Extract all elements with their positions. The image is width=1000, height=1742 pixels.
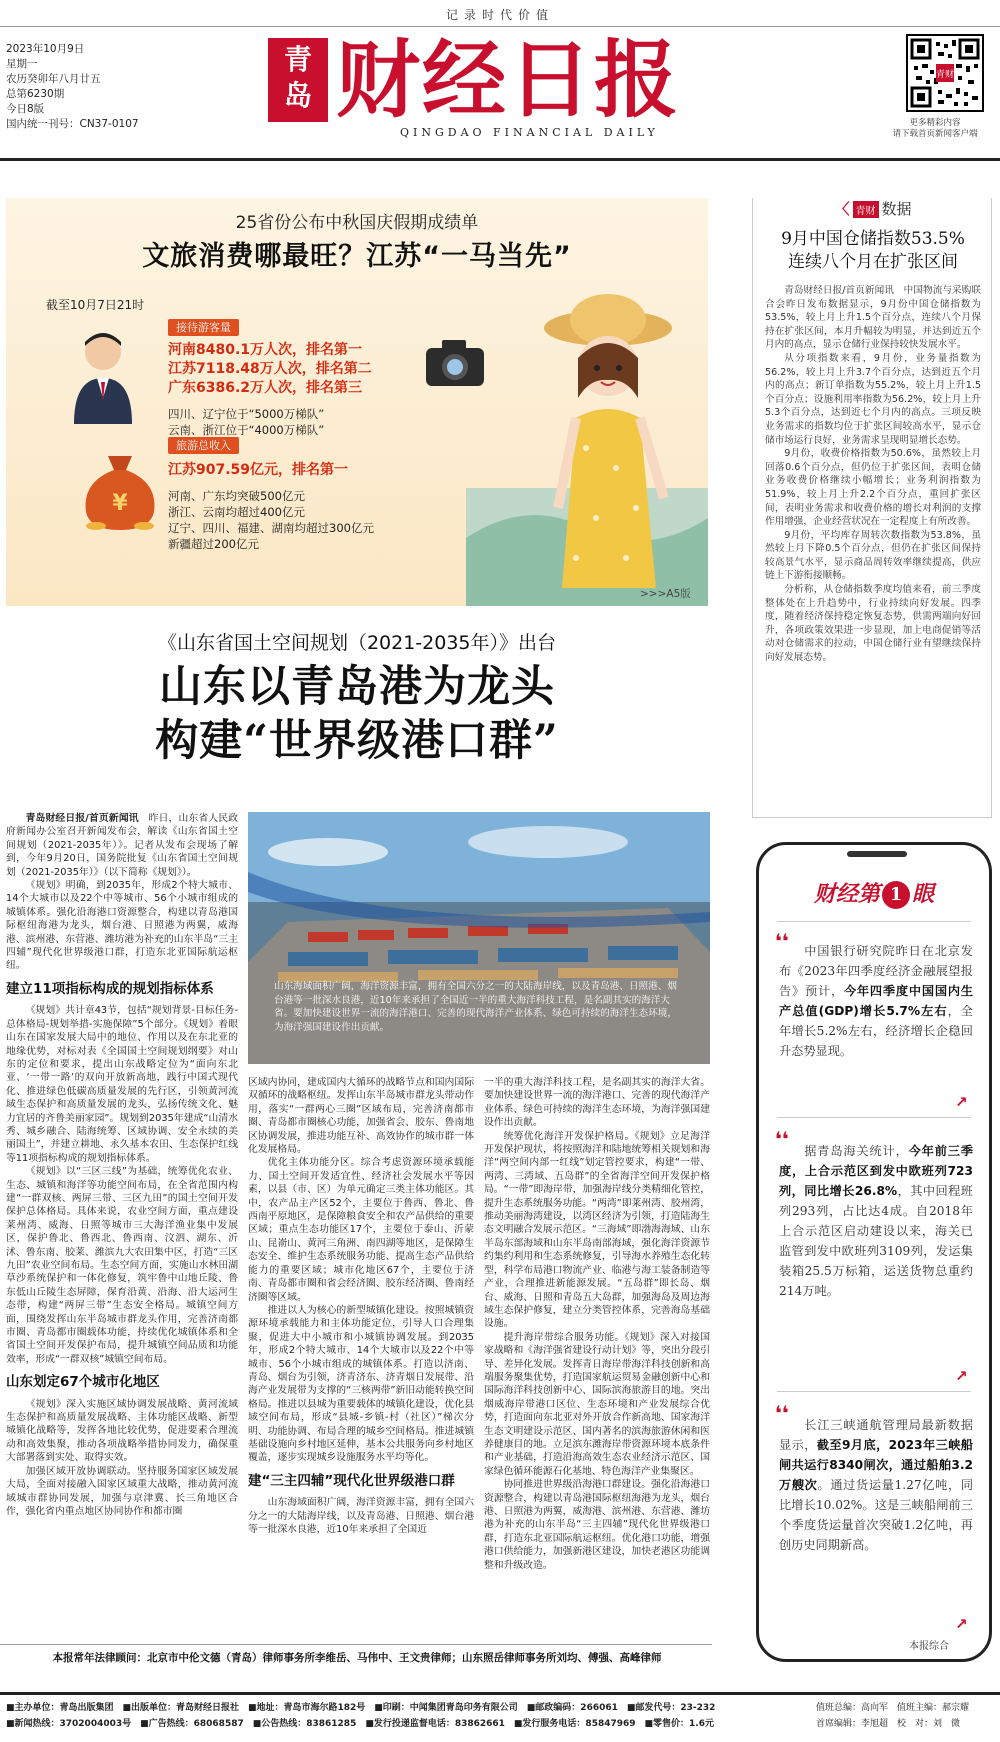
phone-divider <box>777 1391 971 1392</box>
qr-code-icon[interactable] <box>906 34 984 112</box>
news-item-1-tail: ，全年增长5.2%左右，经济增长企稳回升态势显现。 <box>779 1004 973 1058</box>
issue-pages: 今日8版 <box>6 103 45 115</box>
article-dateline: 青岛财经日报/首页新闻讯 <box>25 813 139 824</box>
issue-info <box>6 42 139 132</box>
article-kicker: 《山东省国土空间规划（2021-2035年）》出台 <box>157 632 557 654</box>
news-item-1-highlight: 今年四季度中国国内生产总值(GDP)增长5.7%左右 <box>779 984 974 1018</box>
news-item-2-tail: ，其中回程班列293列，占比达4成。自2018年上合示范区启动建设以来，海关已监管到发中欧班列3109列，发运集装箱25.5万标箱，运送货物总重约214万吨。 <box>779 1184 973 1298</box>
article-subhead: 建立11项指标构成的规划指标体系 <box>6 980 214 997</box>
news-item-3[interactable] <box>779 1415 973 1555</box>
news-item-2-text: 据青岛海关统计， <box>803 1144 909 1158</box>
data-column <box>752 198 992 818</box>
article-paragraph: 《规划》共计章43节，包括“规划背景-目标任务-总体格局-规划举措-实施保障”5个部分。《规划》着眼山东在国家发展大局中的地位、作用以及在东北亚的地缘优势，对标对表《全国国土空间规划纲要》对山东的定位和要求，提出山东战略定位为“面向东北亚、‘一带一路’的双向开放新高地，践行中国式现代化、推进绿色低碳高质量发展的先行区，引领黄河流域生态保护和高质量发展的龙头，弘扬传统文化、魅力宜居的齐鲁美丽家园”。规划到2035年建成“山清水秀、城乡融合、陆海统筹、区域协调、安全永续的美丽国土”，并建立耕地、永久基本农田、生态保护红线等11项指标构成的规划指标体系。 <box>6 1005 238 1164</box>
income-line-4: 新疆超过200亿元 <box>168 537 259 551</box>
footer-line-1: ■主办单位：青岛出版集团 ■出版单位：青岛财经日报社 ■地址：青岛市海尔路182号 ■印刷：中闻集团青岛印务有限公司 ■邮政编码：266061 ■邮发代号：23-232 <box>6 1703 716 1713</box>
data-article-body <box>765 284 981 665</box>
article-paragraph: 加强区域开放协调联动。坚持服务国家区域发展大局，全面对接融入国家区域重大战略，推动黄河流域城市群协同发展，加强与京津冀、长三角地区合作，强化省内重点地区协同协作和都市圈 <box>6 1465 238 1517</box>
svg-text:青财: 青财 <box>935 70 955 80</box>
footer-editors-1: 值班总编：高向军 值班主编：郝宗耀 <box>816 1703 970 1713</box>
legal-advisers: 本报常年法律顾问：北京市中伦文德（青岛）律师事务所李维岳、马伟中、王文贵律师；山东照岳律师事务所刘均、傅强、高峰律师 <box>52 1652 662 1664</box>
data-paragraph: 从分项指数来看，9月份，业务量指数为56.2%，较上月上升3.7个百分点，达到近五个月内的高点；新订单指数为55.2%，较上月上升1.5个百分点；设施利用率指数为56.2%，较上月上升5.3个百分点，达到近七个月内的高点。三项反映业务需求的指数均位于扩张区间较高水平，显示仓储市场运行良好，业务需求呈现明显增长态势。 <box>765 352 981 446</box>
banner-deadline: 截至10月7日21时 <box>46 298 145 312</box>
data-paragraph: 分析称，从仓储指数季度均值来看，前三季度整体处在上升趋势中，行业持续向好发展。四季度，随着经济保持稳定恢复态势，供需两端向好回升，各项政策效果进一步显现，加上电商促销等活动对仓储需求的拉动，中国仓储行业有望继续保持向好发展态势。 <box>765 584 981 664</box>
income-block <box>168 434 374 552</box>
article-subhead: 山东划定67个城市化地区 <box>6 1374 160 1391</box>
issue-date: 2023年10月9日 <box>6 43 85 55</box>
news-item-2-highlight: 今年前三季度，上合示范区到发中欧班列723列，同比增长26.8% <box>779 1144 973 1198</box>
photo-caption: 山东海域面积广阔，海洋资源丰富，拥有全国六分之一的大陆海岸线，以及青岛港、日照港、烟台港等一批深水良港，近10年来承担了全国近一半的重大海洋科技工程，是名副其实的海洋大省。要加快建设世界一流的海洋港口、完善的现代海洋产业体系、绿色可持续的海洋生态环境，为海洋强国建设作出贡献。 <box>274 981 677 1033</box>
visitors-tag: 接待游客量 <box>168 319 239 336</box>
banner-title: 文旅消费哪最旺？江苏“一马当先” <box>142 241 572 272</box>
article-column-2 <box>248 1076 474 1536</box>
masthead-city-text: 青岛 <box>283 43 312 112</box>
quote-icon: ❛❛ <box>775 929 789 953</box>
finance-first-eye-card <box>756 842 992 1662</box>
tourism-banner[interactable] <box>6 198 708 606</box>
visitors-rank-1: 河南8480.1万人次，排名第一 <box>168 342 363 358</box>
visitors-tier-1: 四川、辽宁位于“5000万梯队” <box>168 407 325 421</box>
law-rule <box>0 1644 712 1645</box>
camera-icon <box>424 338 486 388</box>
chevron-left-icon: 〈 <box>834 200 850 218</box>
masthead-title: 财经日报 <box>336 30 681 129</box>
article-paragraph: 优化主体功能分区。综合考虑资源环境承载能力、国土空间开发适宜性、经济社会发展水平等因素，以县（市、区）为单元确定三类主体功能区。其中，农产品主产区52个，主要位于鲁西、鲁北、鲁西南平原地区，是保障粮食安全和农产品供给的重要区域；重点生态功能区17个，主要位于泰山、沂蒙山、昆嵛山、黄河三角洲、南四湖等地区，是保障生态安全、维护生态系统服务功能、提高生态产品供给能力的重要区域；城市化地区67个，主要位于济南、青岛都市圈和省会经济圈、胶东经济圈、鲁南经济圈等区域。 <box>248 1157 474 1303</box>
article-headline[interactable]: 山东以青岛港为龙头 构建“世界级港口群” <box>155 662 559 766</box>
article-paragraph: 区域内协同，建成国内大循环的战略节点和国内国际双循环的战略枢纽。发挥山东半岛城市群龙头带动作用，落实“一群两心三圈”区域布局，完善济南都市圈、青岛都市圈核心功能，加强省会、胶东、鲁南地区协调发展，推进功能互补、高效协作的城市群一体化发展格局。 <box>248 1077 474 1156</box>
banner-see-more-link[interactable]: >>>A5版 <box>640 588 691 600</box>
trend-up-icon: ↗ <box>955 1367 968 1385</box>
masthead-city <box>268 38 328 122</box>
news-item-3-tail: 。通过货运量1.27亿吨，同比增长10.02%。这是三峡船闸前三个季度货运量首次突破1.2亿吨，再创历史同期新高。 <box>779 1478 974 1552</box>
article-paragraph: 山东海域面积广阔，海洋资源丰富，拥有全国六分之一的大陆海岸线，以及青岛港、日照港、烟台港等一批深水良港，近10年来承担了全国近 <box>248 1497 474 1535</box>
data-column-label: 数据 <box>881 200 912 218</box>
income-line-3: 辽宁、四川、福建、湖南均超过300亿元 <box>168 521 374 535</box>
trend-up-icon: ↗ <box>955 1615 968 1633</box>
article-paragraph: 提升海岸带综合服务功能。《规划》深入对接国家战略和《海洋强省建设行动计划》等，突出分段引导、差异化发展。发挥青日海岸带海洋科技创新和高端服务聚集优势，打造国家航运贸易金融创新中心和国际海洋科技创新中心、国际滨海旅游目的地。突出烟威海岸带港口区位、生态环境和产业发展综合优势，打造面向东北亚对外开放合作新高地、国家海洋生态文明建设示范区、国内著名的滨海旅游休闲和医养健康目的地。立足滨东潍海岸带资源环境本底条件和产业基础，打造沿海高效生态农业经济示范区、国家绿色循环能源石化基地、特色海洋产业集聚区。 <box>484 1331 710 1477</box>
news-item-2[interactable] <box>779 1141 973 1301</box>
masthead-slogan: 记录时代价值 <box>445 8 554 22</box>
phone-divider <box>777 1117 971 1118</box>
footer-info <box>6 1700 806 1732</box>
article-column-3 <box>484 1076 710 1572</box>
income-line-1: 河南、广东均突破500亿元 <box>168 489 305 503</box>
masthead-english: QINGDAO FINANCIAL DAILY <box>400 126 659 139</box>
article-paragraph: 《规划》以“三区三线”为基础，统筹优化农业、生态、城镇和海洋等功能空间布局，在全省范围内构建“一群双核、两屏三带、三区九田”的国土空间开发保护总体格局。具体来说，农业空间方面，重点建设莱州湾、威海、日照等城市三大海洋渔业集中发展区，保护鲁北、鲁西北、鲁西南、汶泗、湖东、沂沭、鲁东南、胶莱、潍滨九大农田集中区，打造“三区九田”农业空间布局。生态空间方面，实施山水林田湖草沙系统保护和一体化修复，筑牢鲁中山地丘陵、鲁东低山丘陵生态屏障，保育沿黄、沿海、沿大运河生态带，构建“两屏三带”生态安全格局。城镇空间方面，围绕发挥山东半岛城市群龙头作用，完善济南都市圈、青岛都市圈载体功能，持续优化城镇体系和全省国土空间开发保护布局，提升城镇空间品质和功能效率，形成“一群双核”城镇空间布局。 <box>6 1166 238 1365</box>
data-article-title[interactable]: 9月中国仓储指数53.5% 连续八个月在扩张区间 <box>781 229 965 272</box>
footer-rule <box>0 1692 1000 1695</box>
banner-subtitle: 25省份公布中秋国庆假期成绩单 <box>235 213 479 233</box>
income-others <box>168 488 374 552</box>
article-paragraph: 一半的重大海洋科技工程，是名副其实的海洋大省。要加快建设世界一流的海洋港口、完善的现代海洋产业体系、绿色可持续的海洋生态环境，为海洋强国建设作出贡献。 <box>484 1077 710 1129</box>
quote-icon: ❛❛ <box>775 1401 789 1425</box>
news-item-1[interactable] <box>779 941 973 1061</box>
money-bag-icon <box>78 442 162 532</box>
article-paragraph: 昨日，山东省人民政府新闻办公室召开新闻发布会，解读《山东省国土空间规划（2021-2035年）》。记者从发布会现场了解到，今年9月20日，国务院批复《山东省国土空间规划（2021-2035年）》（以下简称《规划》）。 <box>6 813 239 878</box>
data-column-header <box>753 198 993 219</box>
data-paragraph: 9月份，收费价格指数为50.6%，虽然较上月回落0.6个百分点，但仍位于扩张区间，表明仓储业务收费价格继续小幅增长；业务利润指数为51.9%，较上月上升2.2个百分点，重回扩张区间，表明业务需求和收费价格的增长对利润的支撑作用增强，企业经营状况在一定程度上有所改善。 <box>765 448 981 528</box>
article-paragraph: 《规划》明确，到2035年，形成2个特大城市、14个大城市以及22个中等城市、56个小城市组成的城镇体系。强化沿海港口资源整合，构建以青岛港国际枢纽海港为龙头，烟台港、日照港为两翼，威海港、滨州港、东营港、潍坊港为补充的山东半岛“三主四辅”现代化世界级港口群，打造东北亚国际航运枢纽。 <box>6 880 238 972</box>
article-paragraph: 《规划》深入实施区域协调发展战略、黄河流域生态保护和高质量发展战略、主体功能区战略、新型城镇化战略等，发挥各地比较优势，促进要素合理流动和高效集聚，推动各项战略举措协同发力，确保重大部署落到实处、取得实效。 <box>6 1398 238 1464</box>
article-paragraph: 推进以人为核心的新型城镇化建设。按照城镇资源环境承载能力和主体功能定位，引导人口合理集聚，促进大中小城市和小城镇协调发展。到2035年，形成2个特大城市、14个大城市以及22个中等城市、56个小城市组成的城镇体系。打造以济南、青岛、烟台为引领，济青济东、济青烟日发展带、沿海产业发展带为支撑的“三核两带”新旧动能转换空间格局。推进以县城为重要载体的城镇化建设，优化县域空间布局，形成“县城-乡镇-村（社区）”梯次分明、功能协调、布局合理的城乡空间格局。推进城镇基础设施向乡村地区延伸，基本公共服务向乡村地区覆盖，逐步实现城乡设施服务水平均等化。 <box>248 1304 474 1464</box>
article-column-1 <box>6 812 238 1518</box>
visitors-tier-2: 云南、浙江位于“4000万梯队” <box>168 423 325 437</box>
top-rule <box>0 26 1000 27</box>
phone-title-part-1: 财经第 <box>813 881 880 907</box>
article-paragraph: 协同推进世界级沿海港口群建设。强化沿海港口资源整合，构建以青岛港国际枢纽海港为龙头，烟台港、日照港为两翼，威海港、滨州港、东营港、潍坊港为补充的山东半岛“三主四辅”现代化世界级港口群，打造东北亚国际航运枢纽。优化港口功能，增强港口供给能力，加强新港区建设，加快老港区功能调整和升级改造。 <box>484 1479 710 1571</box>
news-item-3-highlight: 截至9月底，2023年三峡船闸共运行8340闸次，通过船舶3.2万艘次 <box>779 1438 973 1492</box>
phone-title-part-2: 眼 <box>912 881 935 907</box>
income-line-2: 浙江、云南均超过400亿元 <box>168 505 305 519</box>
phone-divider <box>777 921 971 922</box>
issue-number: 总第6230期 <box>6 88 65 100</box>
issue-lunar: 农历癸卯年八月廿五 <box>6 73 101 85</box>
visitors-rank-2: 江苏7118.48万人次，排名第二 <box>168 361 372 377</box>
phone-title-circle: 1 <box>882 881 910 909</box>
trend-up-icon: ↗ <box>955 1093 968 1111</box>
businessman-illustration <box>68 328 138 424</box>
article-paragraph: 统筹优化海洋开发保护格局。《规划》立足海洋开发保护现状，将按照海洋和陆地统筹相关规划和海洋“两空间内部一红线”划定管控要求，构建“一带、两湾、三湾域、五岛群”的全省海洋空间开发保护格局。“一带”即海岸带，加强海岸线分类精细化管控，提升生态系统服务功能。“两湾”即莱州湾、胶州湾，推动美丽海湾建设，以湾区经济为引领，打造陆海生态文明融合发展示范区。“三海域”即渤海海域、山东半岛东部海域和山东半岛南部海域，强化海洋资源节约集约利用和生态系统修复，引导海水养殖生态化转型，科学布局港口物流产业、临港与海工装备制造等产业，合理推进新能源发展。“五岛群”即长岛、烟台、威海、日照和青岛五大岛群，加强海岛及周边海域生态保护修复，建立分类管控体系，完善海岛基础设施。 <box>484 1130 710 1330</box>
issue-weekday: 星期一 <box>6 58 38 70</box>
qr-caption: 更多精彩内容 请下载首页新闻客户端 <box>892 118 978 139</box>
footer-editors <box>816 1700 969 1732</box>
tourist-girl-illustration <box>466 288 708 606</box>
data-badge: 青财 <box>853 201 879 218</box>
visitors-ranking <box>168 341 372 398</box>
footer-editors-2: 首席编辑：李旭超 校 对：刘 微 <box>816 1719 961 1729</box>
data-paragraph: 青岛财经日报/首页新闻讯 中国物流与采购联合会昨日发布数据显示，9月份中国仓储指数为53.5%，较上月上升1.5个百分点，连续八个月保持在扩张区间，本月升幅较为明显，并达到近五个月内的高点，显示仓储行业保持较快发展水平。 <box>765 285 981 351</box>
phone-notch <box>847 851 907 857</box>
phone-card-title <box>759 877 989 909</box>
issue-cn: 国内统一刊号：CN37-0107 <box>6 118 139 130</box>
visitors-block <box>168 316 372 438</box>
income-tag: 旅游总收入 <box>168 437 239 454</box>
data-paragraph: 9月份，平均库存周转次数指数为53.8%，虽然较上月下降0.5个百分点，但仍在扩张区间保持较高景气水平，显示商品周转效率继续提高，供应链上下游衔接顺畅。 <box>765 529 981 582</box>
port-photo[interactable] <box>248 812 710 1064</box>
article-subhead: 建“三主四辅”现代化世界级港口群 <box>248 1472 455 1489</box>
footer-line-2: ■新闻热线：3702004003号 ■广告热线：68068587 ■公告热线：83861285 ■发行投递监督电话：83862661 ■发行服务电话：85847969 ■零售价：1.6元 <box>6 1719 714 1729</box>
news-item-1-text: 中国银行研究院昨日在北京发布《2023年四季度经济金融展望报告》预计， <box>779 944 973 998</box>
quote-icon: ❛❛ <box>775 1127 789 1151</box>
masthead-rule <box>0 158 1000 161</box>
news-item-3-text: 长江三峡通航管理局最新数据显示， <box>779 1418 973 1452</box>
visitors-rank-3: 广东6386.2万人次，排名第三 <box>168 380 363 396</box>
phone-source: 本报综合 <box>909 1641 949 1652</box>
income-top: 江苏907.59亿元，排名第一 <box>168 462 349 478</box>
svg-text:¥: ¥ <box>112 491 128 516</box>
